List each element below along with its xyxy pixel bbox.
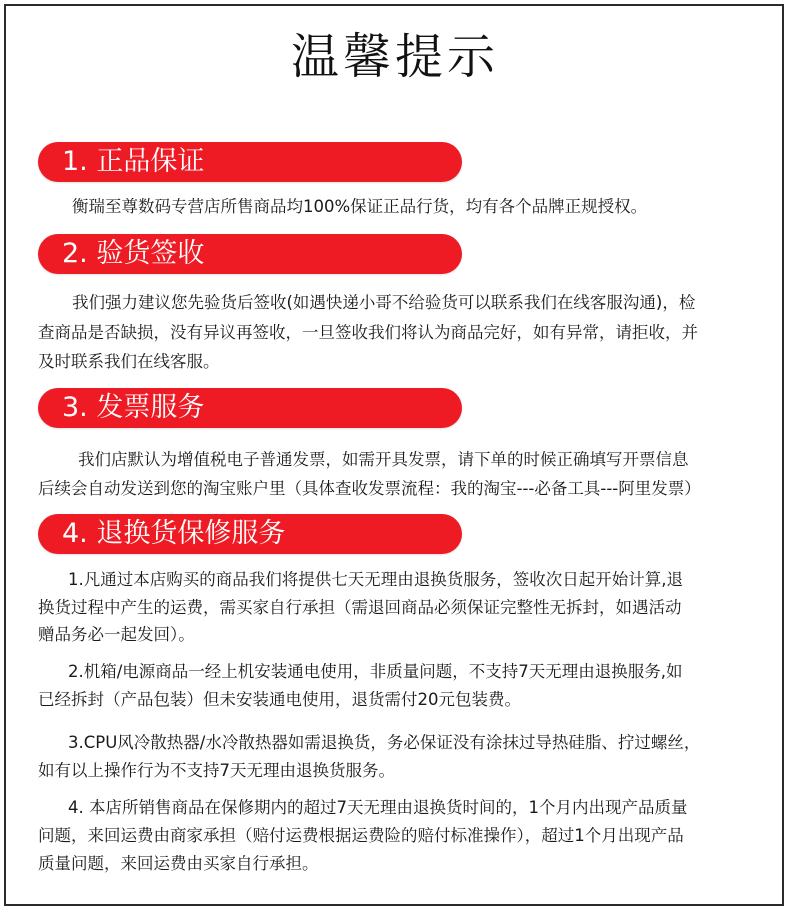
page-title: 温馨提示 (290, 29, 499, 85)
text-line: 赠品务必一起发回）。 (38, 625, 195, 644)
section-heading-invoice-service: 3. 发票服务 (38, 388, 462, 428)
section-heading-inspection-signing: 2. 验货签收 (38, 234, 462, 274)
text-line: 我们店默认为增值税电子普通发票，如需开具发票，请下单的时候正确填写开票信息 (78, 450, 689, 469)
text-line: 如有以上操作行为不支持7天无理由退换货服务。 (38, 761, 395, 780)
text-line: 2.机箱/电源商品一经上机安装通电使用，非质量问题，不支持7天无理由退换服务,如 (68, 662, 683, 681)
text-line: 及时联系我们在线客服。 (38, 352, 220, 371)
text-line: 衡瑞至尊数码专营店所售商品均100%保证正品行货，均有各个品牌正规授权。 (72, 197, 648, 216)
text-line: 已经拆封（产品包装）但未安装通电使用，退货需付20元包装费。 (38, 690, 521, 709)
text-line: 我们强力建议您先验货后签收(如遇快递小哥不给验货可以联系我们在线客服沟通)，检 (72, 293, 696, 312)
section-heading-genuine-guarantee: 1. 正品保证 (38, 142, 462, 182)
section-heading-return-warranty: 4. 退换货保修服务 (38, 514, 462, 554)
text-line: 质量问题，来回运费由买家自行承担。 (38, 854, 319, 873)
text-line: 3.CPU风冷散热器/水冷散热器如需退换货，务必保证没有涂抹过导热硅脂、拧过螺丝， (68, 733, 701, 752)
text-line: 后续会自动发送到您的淘宝账户里（具体查收发票流程：我的淘宝---必备工具---阿里发票） (38, 479, 701, 498)
text-line: 查商品是否缺损，没有异议再签收，一旦签收我们将认为商品完好，如有异常，请拒收，并 (38, 323, 698, 342)
text-line: 4. 本店所销售商品在保修期内的超过7天无理由退换货时间的，1个月内出现产品质量 (68, 798, 688, 817)
text-line: 问题，来回运费由商家承担（赔付运费根据运费险的赔付标准操作），超过1个月出现产品 (38, 826, 684, 845)
text-line: 1.凡通过本店购买的商品我们将提供七天无理由退换货服务，签收次日起开始计算,退 (68, 570, 683, 589)
text-line: 换货过程中产生的运费，需买家自行承担（需退回商品必须保证完整性无拆封，如遇活动 (38, 598, 682, 617)
